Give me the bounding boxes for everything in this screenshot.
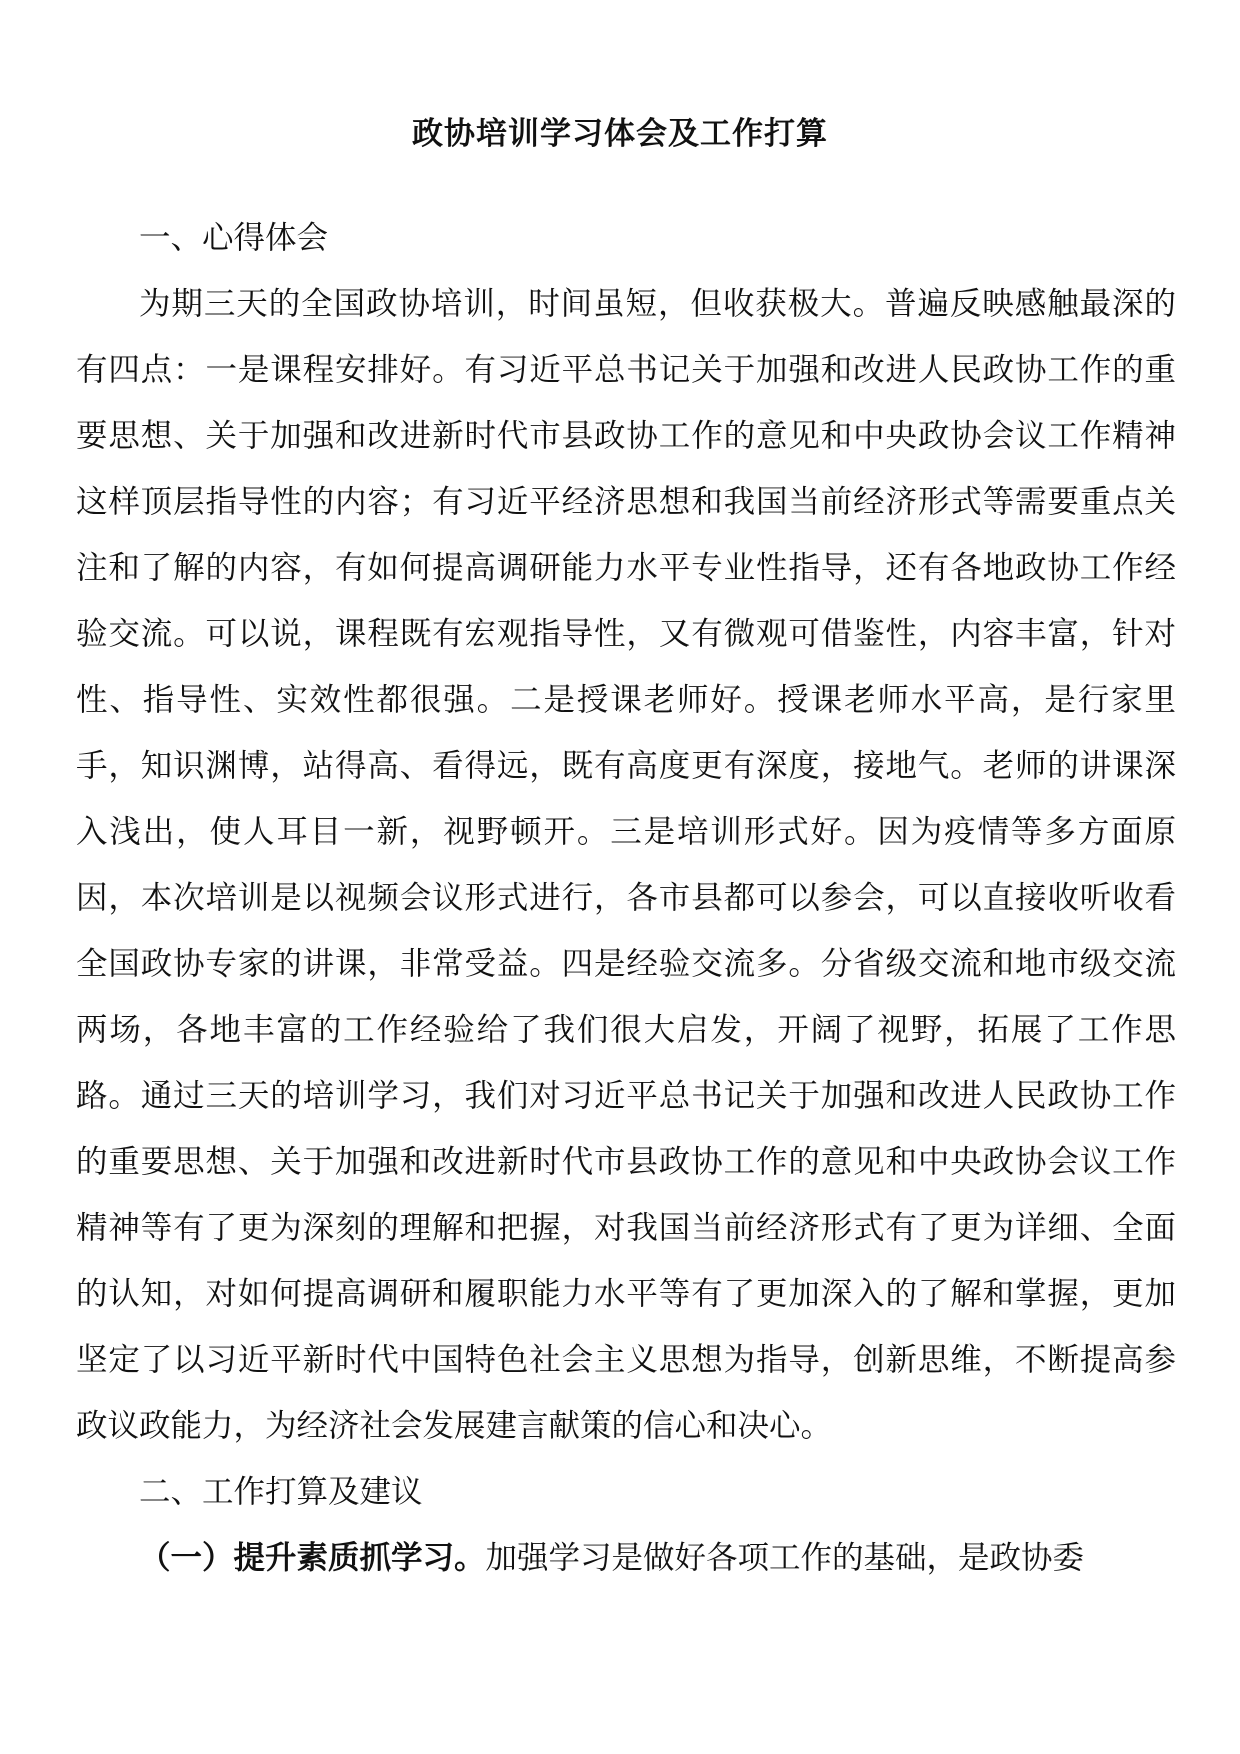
paragraph-1: 为期三天的全国政协培训，时间虽短，但收获极大。普遍反映感触最深的有四点：一是课程安排好。有习近平总书记关于加强和改进人民政协工作的重要思想、关于加强和改进新时代市县政协工作的意见和中央政协会议工作精神这样顶层指导性的内容；有习近平经济思想和我国当前经济形式等需要重点关注和了解的内容，有如何提高调研能力水平专业性指导，还有各地政协工作经验交流。可以说，课程既有宏观指导性，又有微观可借鉴性，内容丰富，针对性、指导性、实效性都很强。二是授课老师好。授课老师水平高，是行家里手，知识渊博，站得高、看得远，既有高度更有深度，接地气。老师的讲课深入浅出，使人耳目一新，视野顿开。三是培训形式好。因为疫情等多方面原因，本次培训是以视频会议形式进行，各市县都可以参会，可以直接收听收看全国政协专家的讲课，非常受益。四是经验交流多。分省级交流和地市级交流两场，各地丰富的工作经验给了我们很大启发，开阔了视野，拓展了工作思路。通过三天的培训学习，我们对习近平总书记关于加强和改进人民政协工作的重要思想、关于加强和改进新时代市县政协工作的意见和中央政协会议工作精神等有了更为深刻的理解和把握，对我国当前经济形式有了更为详细、全面的认知，对如何提高调研和履职能力水平等有了更加深入的了解和掌握，更加坚定了以习近平新时代中国特色社会主义思想为指导，创新思维，不断提高参政议政能力，为经济社会发展建言献策的信心和决心。 <box>76 286 1176 1444</box>
document-body <box>76 205 1176 1591</box>
item-1-text: 加强学习是做好各项工作的基础，是政协委 <box>485 1540 1085 1576</box>
section-heading-1: 一、心得体会 <box>139 220 329 256</box>
paragraph-2 <box>76 1525 1176 1591</box>
item-1-label: （一）提升素质抓学习。 <box>139 1540 486 1576</box>
section-heading-2: 二、工作打算及建议 <box>139 1474 423 1510</box>
document-title: 政协培训学习体会及工作打算 <box>412 116 828 152</box>
